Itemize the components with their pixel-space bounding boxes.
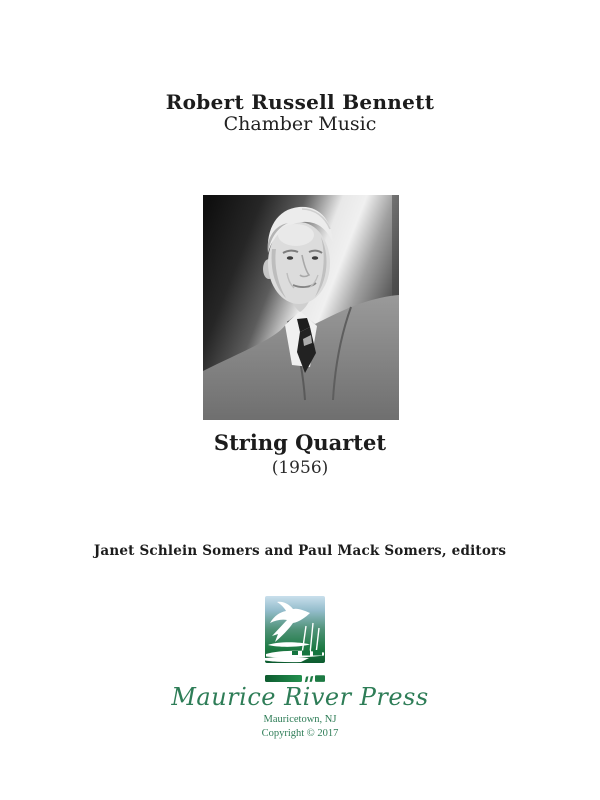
composer-name: Robert Russell Bennett bbox=[165, 90, 435, 114]
work-title: String Quartet bbox=[213, 430, 387, 455]
work-year: (1956) bbox=[271, 458, 329, 478]
publisher-name: Maurice River Press bbox=[171, 683, 429, 711]
editors-credit: Janet Schlein Somers and Paul Mack Somers, editors bbox=[93, 543, 507, 559]
copyright-line: Copyright © 2017 bbox=[261, 728, 339, 739]
series-title: Chamber Music bbox=[223, 113, 377, 135]
composer-portrait-photo bbox=[203, 195, 399, 420]
publisher-bird-logo-icon bbox=[265, 596, 325, 683]
publisher-location: Mauricetown, NJ bbox=[263, 714, 337, 725]
